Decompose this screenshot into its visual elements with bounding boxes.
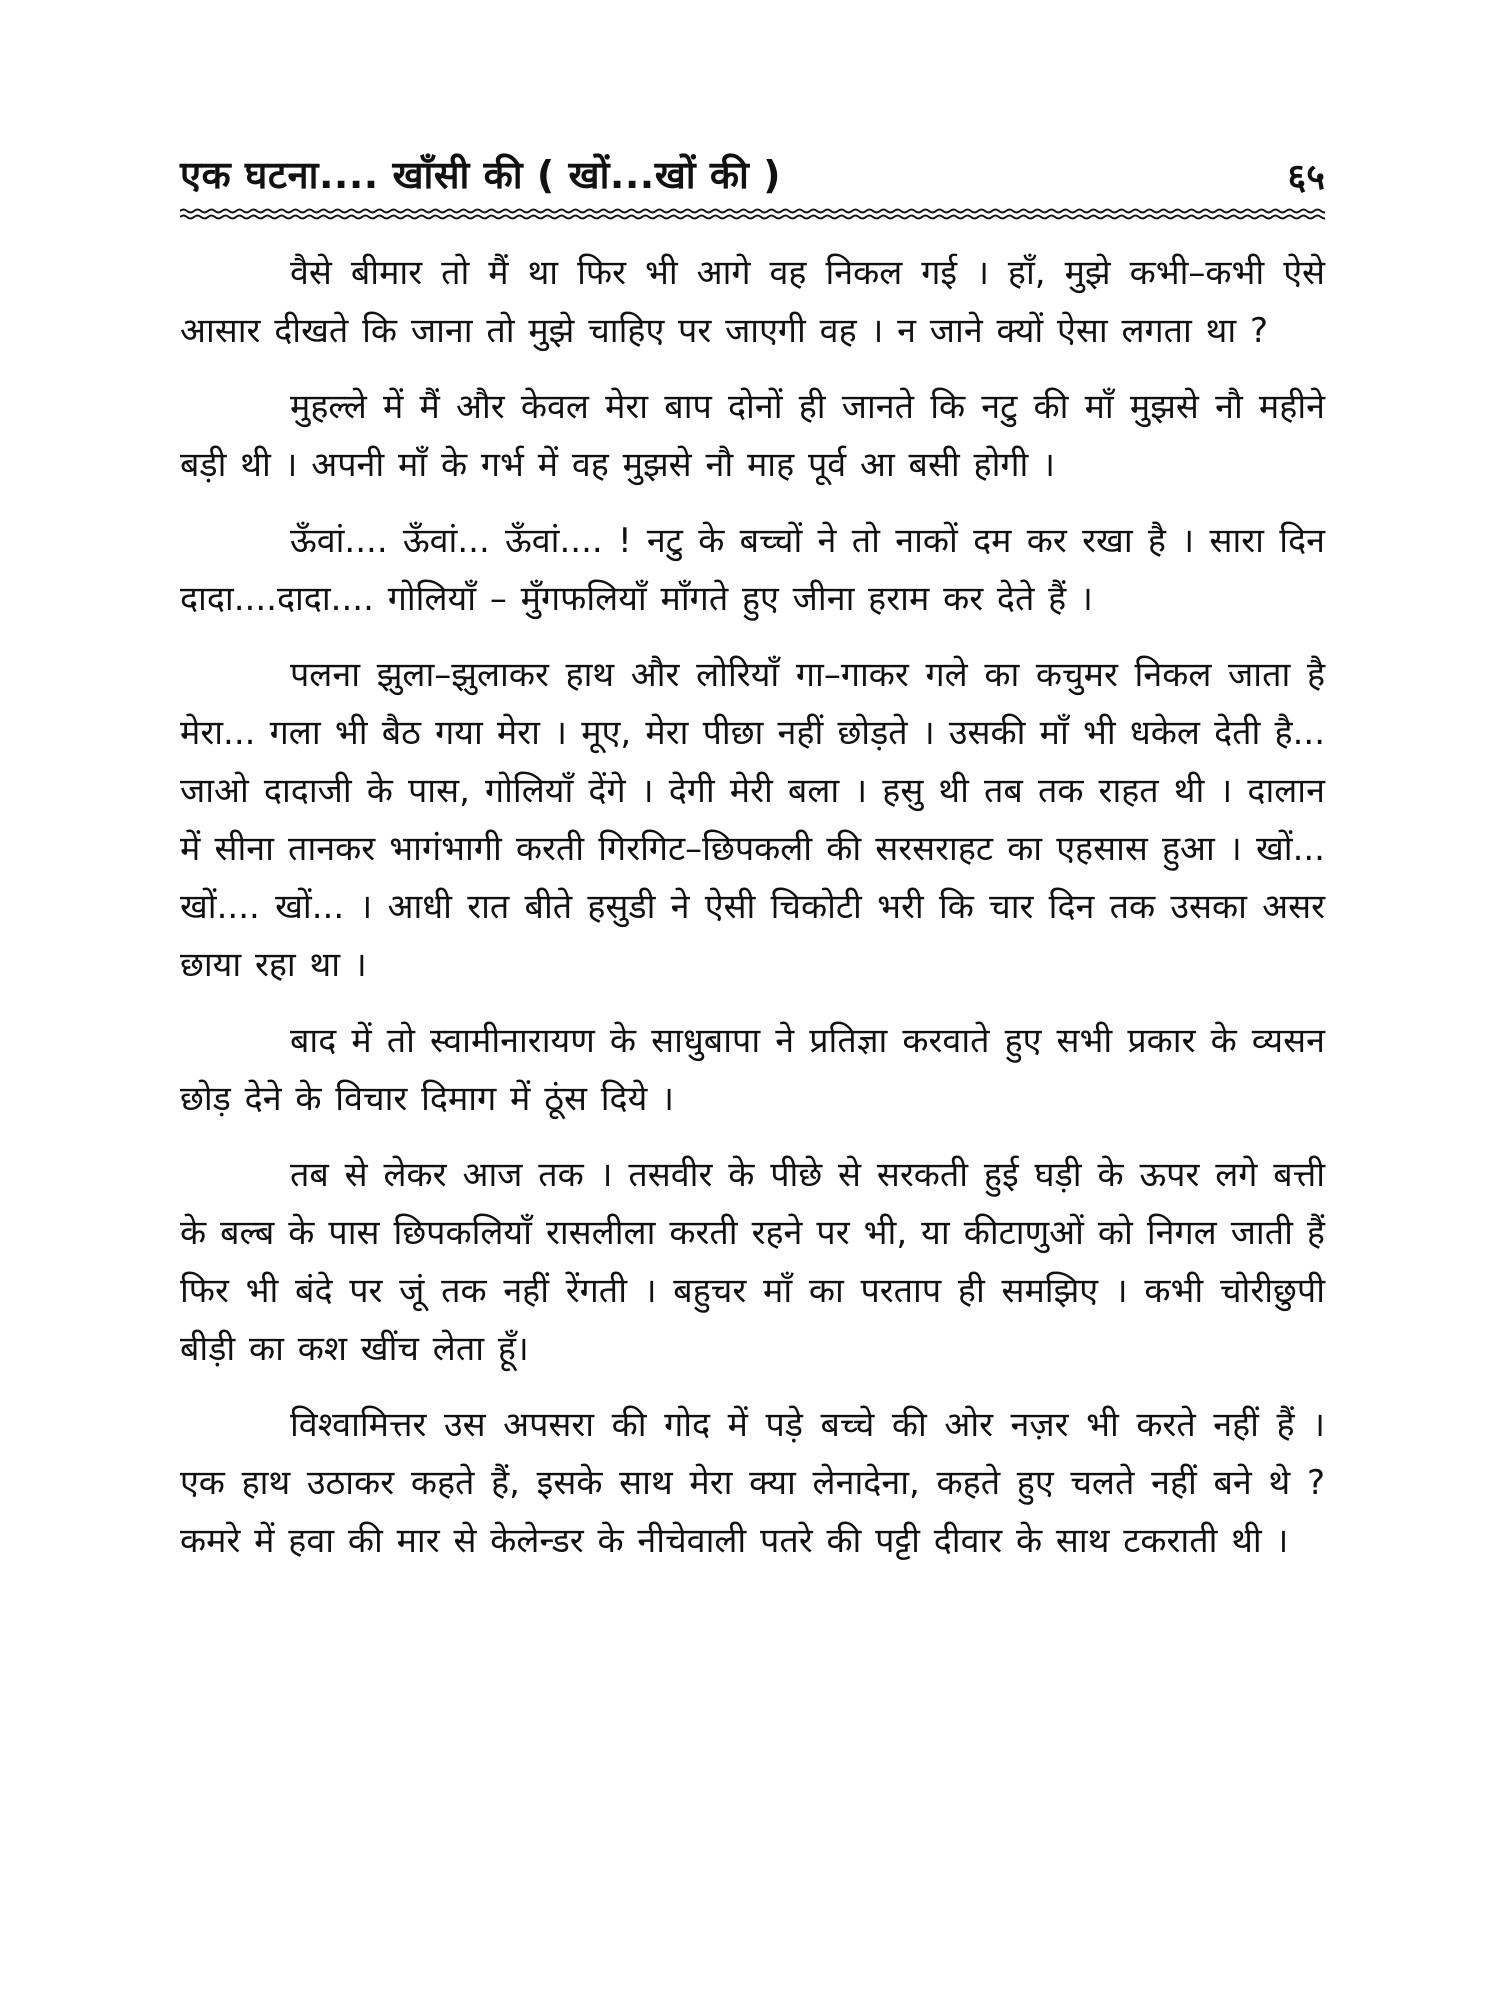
- paragraph: बाद में तो स्वामीनारायण के साधुबापा ने प्रतिज्ञा करवाते हुए सभी प्रकार के व्यसन छोड़ देने के विचार दिमाग में ठूंस दिये ।: [180, 1021, 1325, 1119]
- running-header: [180, 140, 1325, 200]
- paragraph: विश्वामित्तर उस अपसरा की गोद में पड़े बच्चे की ओर नज़र भी करते नहीं हैं । एक हाथ उठाकर कहते हैं, इसके साथ मेरा क्या लेनादेना, कहते हुए चलते नहीं बने थे ? कमरे में हवा की मार से केलेन्डर के नीचेवाली पतरे की पट्टी दीवार के साथ टकराती थी ।: [180, 1405, 1325, 1561]
- body-text: [180, 244, 1325, 1570]
- paragraph: वैसे बीमार तो मैं था फिर भी आगे वह निकल गई । हाँ, मुझे कभी–कभी ऐसे आसार दीखते कि जाना तो मुझे चाहिए पर जाएगी वह । न जाने क्यों ऐसा लगता था ?: [180, 253, 1325, 351]
- paragraph: मुहल्ले में मैं और केवल मेरा बाप दोनों ही जानते कि नटु की माँ मुझसे नौ महीने बड़ी थी । अपनी माँ के गर्भ में वह मुझसे नौ माह पूर्व आ बसी होगी ।: [180, 387, 1325, 485]
- chapter-title: एक घटना.... खाँसी की ( खों...खों की ): [180, 153, 781, 197]
- paragraph: तब से लेकर आज तक । तसवीर के पीछे से सरकती हुई घड़ी के ऊपर लगे बत्ती के बल्ब के पास छिपकलियाँ रासलीला करती रहने पर भी, या कीटाणुओं को निगल जाती हैं फिर भी बंदे पर जूं तक नहीं रेंगती । बहुचर माँ का परताप ही समझिए । कभी चोरीछुपी बीड़ी का कश खींच लेता हूँ।: [180, 1155, 1325, 1369]
- wavy-rule-divider: [180, 206, 1325, 222]
- paragraph: पलना झुला–झुलाकर हाथ और लोरियाँ गा–गाकर गले का कचुमर निकल जाता है मेरा... गला भी बैठ गया मेरा । मूए, मेरा पीछा नहीं छोड़ते । उसकी माँ भी धकेल देती है... जाओ दादाजी के पास, गोलियाँ देंगे । देगी मेरी बला । हसु थी तब तक राहत थी । दालान में सीना तानकर भागंभागी करती गिरगिट–छिपकली की सरसराहट का एहसास हुआ । खों... खों.... खों... । आधी रात बीते हसुडी ने ऐसी चिकोटी भरी कि चार दिन तक उसका असर छाया रहा था ।: [180, 655, 1325, 985]
- page-number: ६५: [1287, 157, 1325, 198]
- paragraph: ऊँवां.... ऊँवां... ऊँवां.... ! नटु के बच्चों ने तो नाकों दम कर रखा है । सारा दिन दादा....दादा.... गोलियाँ – मुँगफलियाँ माँगते हुए जीना हराम कर देते हैं ।: [180, 521, 1325, 619]
- book-page: [180, 140, 1325, 1588]
